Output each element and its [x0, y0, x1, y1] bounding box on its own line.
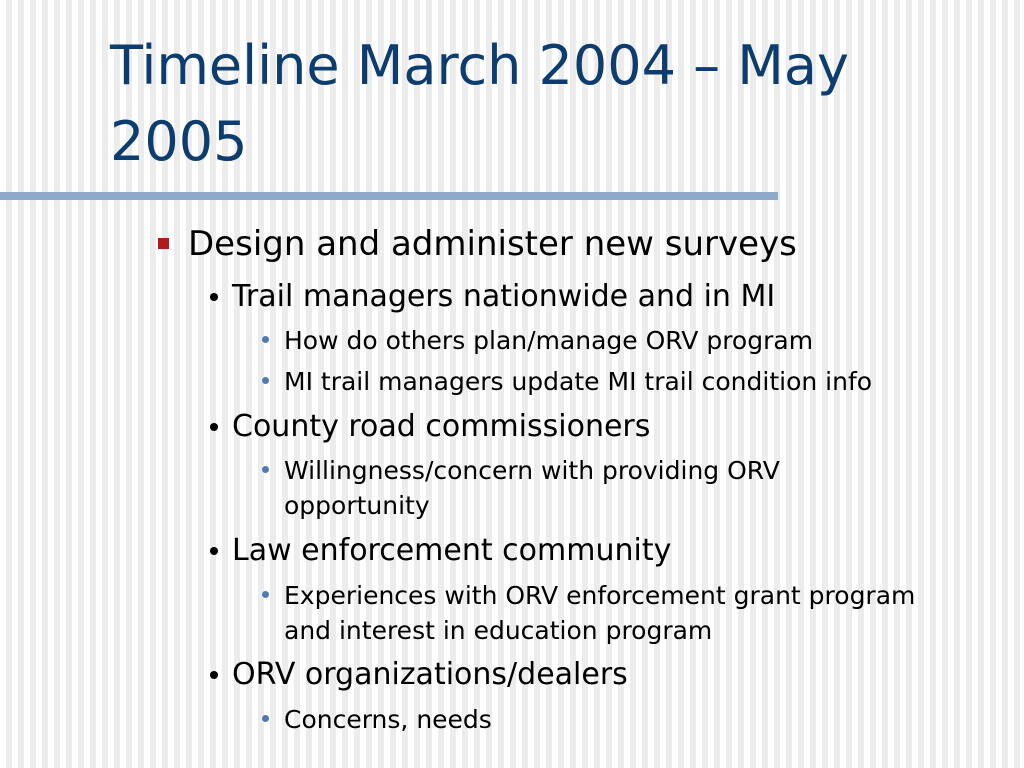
detail-bullet-willingness: [284, 453, 884, 523]
square-bullet-icon: [158, 238, 169, 249]
sub-bullet-trail-managers: [232, 279, 775, 315]
sub-bullet-text: Trail managers nationwide and in MI: [232, 279, 776, 314]
detail-bullet-text: Concerns, needs: [284, 705, 492, 734]
round-bullet-icon: [262, 715, 269, 722]
detail-bullet-text: MI trail managers update MI trail condition info: [284, 367, 873, 396]
round-bullet-icon: [262, 336, 269, 343]
sub-bullet-text: ORV organizations/dealers: [232, 657, 628, 692]
slide-title: Timeline March 2004 – May 2005: [110, 34, 849, 173]
sub-bullet-county-road: [232, 409, 650, 445]
round-bullet-icon: [262, 466, 269, 473]
sub-bullet-orv-organizations: [232, 657, 628, 693]
round-bullet-icon: [210, 671, 218, 679]
detail-bullet-plan-manage: [284, 323, 984, 358]
bullet-design-surveys: [188, 224, 797, 264]
detail-bullet-concerns: [284, 702, 984, 737]
sub-bullet-law-enforcement: [232, 533, 671, 569]
sub-bullet-text: County road commissioners: [232, 409, 651, 444]
detail-bullet-text: How do others plan/manage ORV program: [284, 326, 814, 355]
round-bullet-icon: [262, 377, 269, 384]
detail-bullet-enforcement-grant: [284, 578, 924, 648]
sub-bullet-text: Law enforcement community: [232, 533, 672, 568]
detail-bullet-text: Experiences with ORV enforcement grant program and interest in education program: [284, 581, 916, 645]
round-bullet-icon: [210, 423, 218, 431]
title-divider: [0, 192, 778, 200]
detail-bullet-text: Willingness/concern with providing ORV opportunity: [284, 456, 780, 520]
round-bullet-icon: [210, 547, 218, 555]
round-bullet-icon: [210, 293, 218, 301]
round-bullet-icon: [262, 591, 269, 598]
detail-bullet-trail-condition: [284, 364, 984, 399]
bullet-text: Design and administer new surveys: [188, 224, 797, 264]
